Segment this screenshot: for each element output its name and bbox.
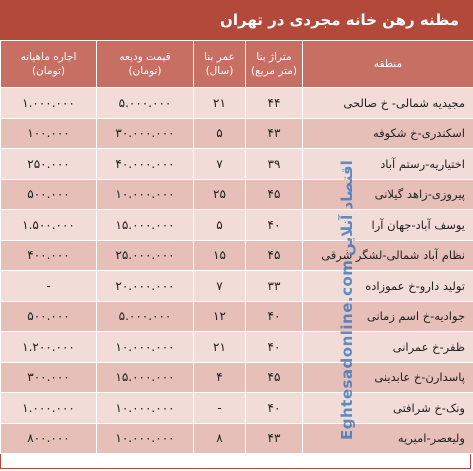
cell-area: ۴۰ (246, 393, 303, 424)
table-row (1, 393, 473, 424)
table-row (1, 118, 473, 149)
cell-deposit: ۵.۰۰۰.۰۰۰ (97, 88, 194, 119)
cell-age: - (194, 393, 246, 424)
cell-region: ظفر-خ عمرانی (303, 332, 473, 363)
header-rent: اجاره ماهیانه (تومان) (1, 41, 97, 88)
cell-region: پیروزی-زاهد گیلانی (303, 179, 473, 210)
cell-area: ۴۴ (246, 88, 303, 119)
table-row (1, 332, 473, 363)
table-row (1, 362, 473, 393)
cell-region: نظام آباد شمالی-لشگر شرقی (303, 240, 473, 271)
cell-region: ولیعصر-امیریه (303, 423, 473, 454)
cell-region: یوسف آباد-جهان آرا (303, 210, 473, 241)
cell-deposit: ۱۰.۰۰۰.۰۰۰ (97, 332, 194, 363)
header-area: متراژ بنا (متر مربع) (246, 41, 303, 88)
cell-deposit: ۱۵.۰۰۰.۰۰۰ (97, 362, 194, 393)
cell-region: ونک-خ شرافتی (303, 393, 473, 424)
cell-age: ۵ (194, 210, 246, 241)
cell-deposit: ۱۵.۰۰۰.۰۰۰ (97, 210, 194, 241)
cell-age: ۸ (194, 423, 246, 454)
watermark-latin: Eghtesadonline.com (338, 259, 356, 441)
cell-area: ۳۹ (246, 149, 303, 180)
table-row (1, 423, 473, 454)
cell-region: جوادیه-خ اسم زمانی (303, 301, 473, 332)
cell-region: اسکندری-خ شکوفه (303, 118, 473, 149)
cell-deposit: ۱۰.۰۰۰.۰۰۰ (97, 393, 194, 424)
cell-region: تولید دارو-خ عموزاده (303, 271, 473, 302)
cell-age: ۷ (194, 271, 246, 302)
table-row (1, 179, 473, 210)
page-title: مظنه رهن خانه مجردی در تهران (220, 11, 459, 29)
cell-area: ۴۰ (246, 332, 303, 363)
cell-age: ۱۲ (194, 301, 246, 332)
cell-deposit: ۳۰.۰۰۰.۰۰۰ (97, 118, 194, 149)
cell-deposit: ۱۰.۰۰۰.۰۰۰ (97, 179, 194, 210)
cell-region: اختیاریه-رستم آباد (303, 149, 473, 180)
cell-rent: ۳۰۰.۰۰۰ (1, 362, 97, 393)
cell-rent: ۱.۲۰۰.۰۰۰ (1, 332, 97, 363)
cell-age: ۲۱ (194, 332, 246, 363)
table-row (1, 240, 473, 271)
cell-deposit: ۵.۰۰۰.۰۰۰ (97, 301, 194, 332)
cell-area: ۴۵ (246, 240, 303, 271)
cell-rent: ۵۰۰.۰۰۰ (1, 179, 97, 210)
watermark-persian: اقتصاد آنلاین (338, 159, 356, 256)
table-row (1, 88, 473, 119)
cell-rent: ۱.۰۰۰.۰۰۰ (1, 393, 97, 424)
cell-deposit: ۴۰.۰۰۰.۰۰۰ (97, 149, 194, 180)
table-row (1, 210, 473, 241)
header-age: عمر بنا (سال) (194, 41, 246, 88)
cell-area: ۴۵ (246, 362, 303, 393)
cell-age: ۲۱ (194, 88, 246, 119)
rent-table (0, 40, 473, 454)
cell-rent: ۱.۵۰۰.۰۰۰ (1, 210, 97, 241)
cell-age: ۲۵ (194, 179, 246, 210)
cell-rent: ۲۵۰.۰۰۰ (1, 149, 97, 180)
cell-region: مجیدیه شمالی- خ صالحی (303, 88, 473, 119)
cell-area: ۴۰ (246, 210, 303, 241)
cell-age: ۱۵ (194, 240, 246, 271)
table-row (1, 301, 473, 332)
cell-rent: ۵۰۰.۰۰۰ (1, 301, 97, 332)
cell-rent: - (1, 271, 97, 302)
header-row (1, 41, 473, 88)
cell-area: ۴۵ (246, 179, 303, 210)
table-row (1, 149, 473, 180)
table-row (1, 271, 473, 302)
cell-deposit: ۲۰.۰۰۰.۰۰۰ (97, 271, 194, 302)
cell-age: ۵ (194, 118, 246, 149)
cell-area: ۴۳ (246, 423, 303, 454)
cell-area: ۴۳ (246, 118, 303, 149)
cell-rent: ۱۰۰.۰۰۰ (1, 118, 97, 149)
header-region: منطقه (303, 41, 473, 88)
cell-deposit: ۲۵.۰۰۰.۰۰۰ (97, 240, 194, 271)
cell-age: ۷ (194, 149, 246, 180)
cell-area: ۴۰ (246, 301, 303, 332)
cell-region: پاسدارن-خ عابدینی (303, 362, 473, 393)
cell-rent: ۴۰۰.۰۰۰ (1, 240, 97, 271)
header-deposit: قیمت ودیعه (تومان) (97, 41, 194, 88)
cell-area: ۳۳ (246, 271, 303, 302)
cell-deposit: ۱۰.۰۰۰.۰۰۰ (97, 423, 194, 454)
title-bar (0, 0, 473, 40)
cell-rent: ۱.۰۰۰.۰۰۰ (1, 88, 97, 119)
cell-rent: ۸۰۰.۰۰۰ (1, 423, 97, 454)
cell-age: ۴ (194, 362, 246, 393)
